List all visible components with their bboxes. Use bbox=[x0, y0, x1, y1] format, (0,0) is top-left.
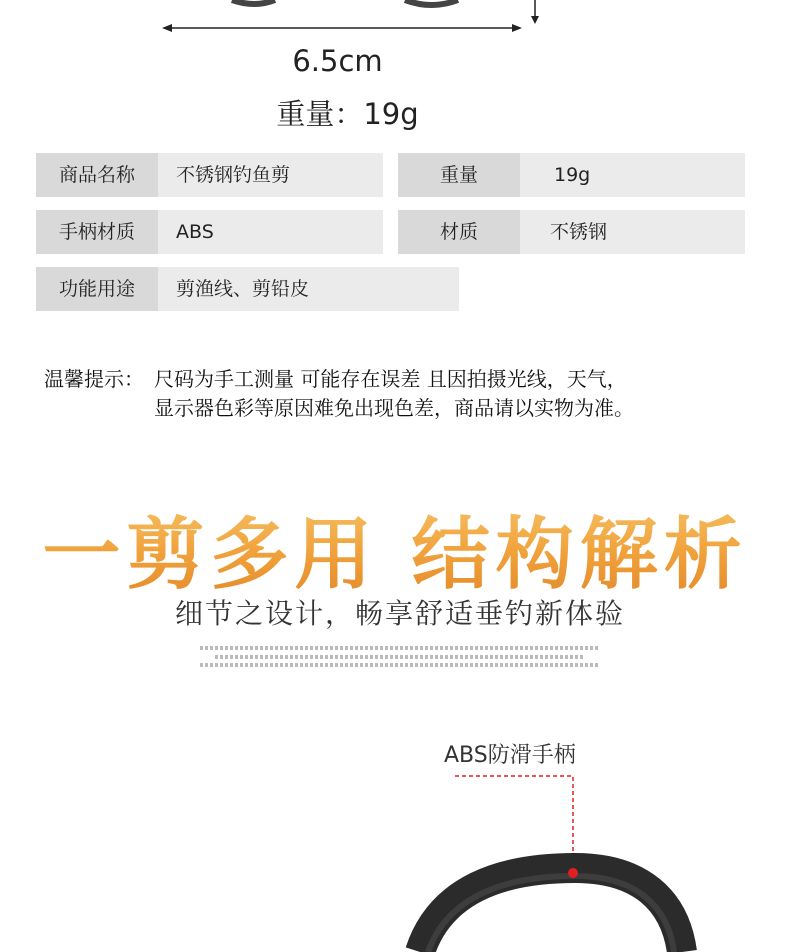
spec-key-product-name: 商品名称 bbox=[36, 153, 158, 197]
section-subtitle: 细节之设计，畅享舒适垂钓新体验 bbox=[174, 597, 625, 630]
spec-value-weight: 19g bbox=[520, 153, 745, 197]
tip-text-line-2: 显示器色彩等原因难免出现色差，商品请以实物为准。 bbox=[154, 396, 634, 420]
spec-value-usage: 剪渔线、剪铅皮 bbox=[158, 267, 459, 311]
weight-label: 重量：19g bbox=[276, 97, 419, 131]
handle-loop-left bbox=[232, 0, 275, 4]
handle-loop-right bbox=[405, 0, 458, 5]
spec-key-handle-material: 手柄材质 bbox=[36, 210, 158, 254]
decorative-microtext-3 bbox=[200, 663, 600, 667]
decorative-microtext-2 bbox=[215, 655, 585, 659]
tip-text-line-1: 尺码为手工测量 可能存在误差 且因拍摄光线，天气， bbox=[154, 367, 627, 391]
tip-heading: 温馨提示： bbox=[44, 367, 144, 391]
callout-marker-dot bbox=[568, 868, 578, 878]
spec-value-handle-material: ABS bbox=[158, 210, 383, 254]
handle-callout-label: ABS防滑手柄 bbox=[444, 743, 576, 768]
spec-value-product-name: 不锈钢钓鱼剪 bbox=[158, 153, 383, 197]
handle-diagram bbox=[0, 770, 790, 952]
decorative-microtext-1 bbox=[200, 646, 600, 650]
spec-value-material: 不锈钢 bbox=[520, 210, 745, 254]
spec-key-material: 材质 bbox=[398, 210, 520, 254]
section-title: 一剪多用 结构解析 bbox=[0, 492, 790, 604]
spec-key-usage: 功能用途 bbox=[36, 267, 158, 311]
width-label: 6.5cm bbox=[292, 44, 383, 78]
spec-key-weight: 重量 bbox=[398, 153, 520, 197]
